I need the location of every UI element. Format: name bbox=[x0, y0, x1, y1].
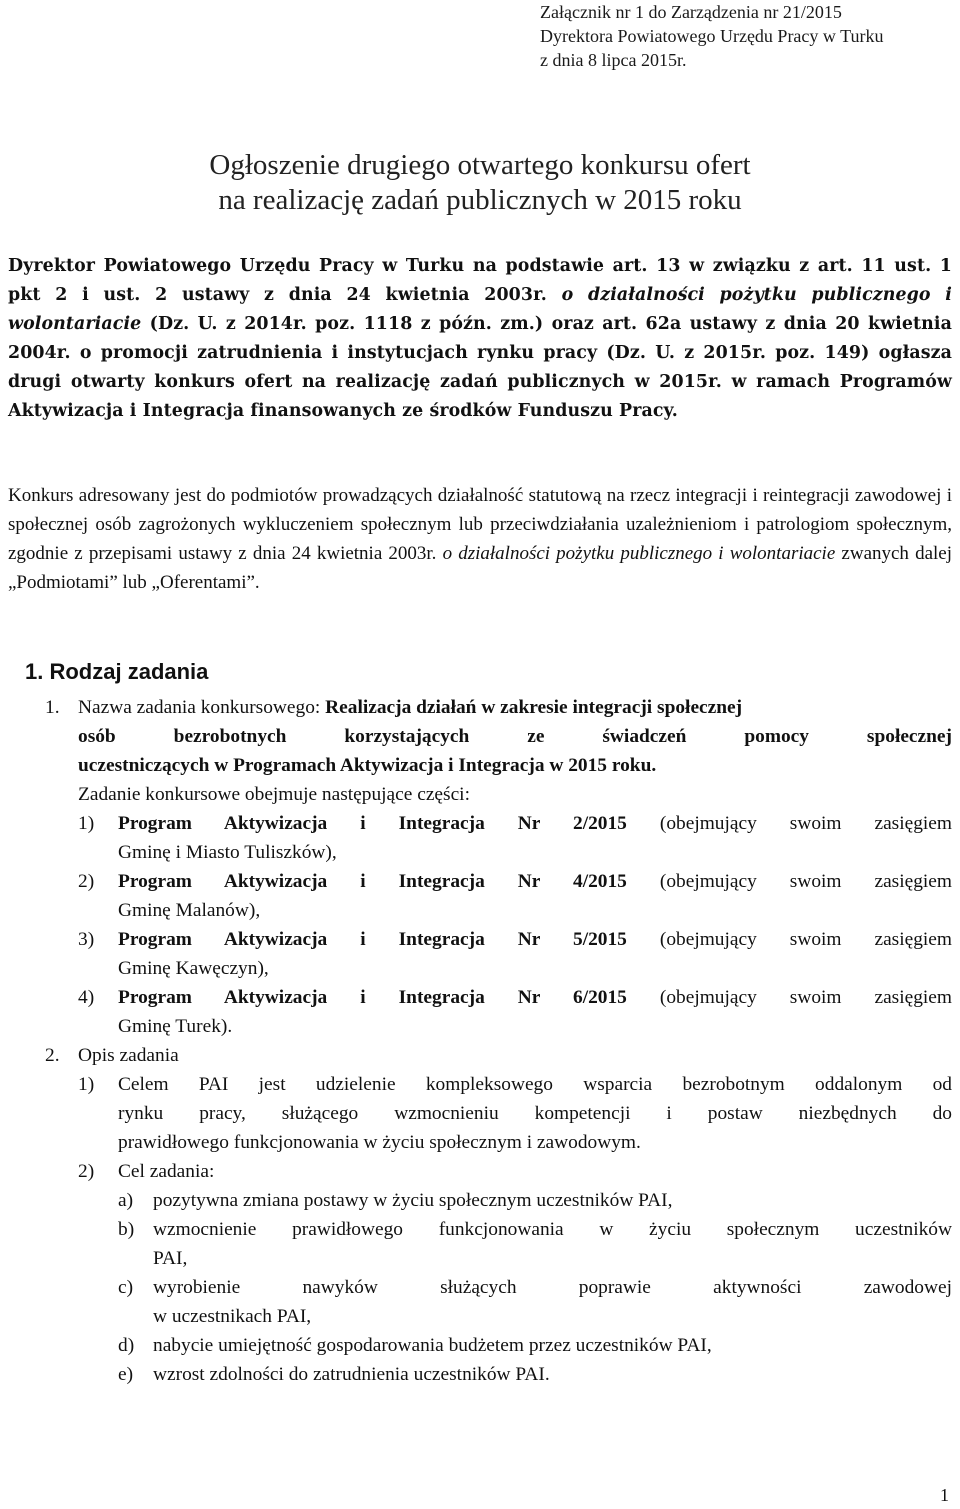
intro-text-1: Dyrektor Powiatowego Urzędu Pracy w Turku na podstawie art. 13 w związku z art. 11 ust. 1 pkt 2 i ust. 2 ustawy z dnia 24 kwietnia 2003r. bbox=[8, 256, 952, 306]
goal-c-line-1-text: wyrobienie nawyków służących poprawie aktywności zawodowej bbox=[153, 1277, 952, 1298]
item-1-lead: Nazwa zadania konkursowego: bbox=[78, 697, 326, 718]
program-1-number: 1) bbox=[78, 813, 95, 834]
sub-1-line-2 bbox=[118, 1099, 952, 1128]
goal-d-letter: d) bbox=[118, 1335, 135, 1356]
task-name-line-3-text: uczestniczących w Programach Aktywizacja i Integracja w 2015 roku. bbox=[78, 755, 657, 776]
program-3-name: Program Aktywizacja i Integracja Nr 5/2015 bbox=[118, 929, 627, 950]
goal-b-line-1-text: wzmocnienie prawidłowego funkcjonowania w życiu społecznym uczestników bbox=[153, 1219, 952, 1240]
eligibility-text-2: zwanych dalej „Podmiotami” lub „Oferentami”. bbox=[8, 543, 952, 593]
item-1-line-1 bbox=[78, 693, 952, 722]
program-4-scope: (obejmujący swoim zasięgiem bbox=[626, 987, 952, 1008]
header-line-2: Dyrektora Powiatowego Urzędu Pracy w Turku bbox=[540, 26, 884, 46]
program-3-number: 3) bbox=[78, 929, 95, 950]
goal-a-text: pozytywna zmiana postawy w życiu społecznym uczestników PAI, bbox=[153, 1190, 673, 1211]
program-3-scope: (obejmujący swoim zasięgiem bbox=[626, 929, 952, 950]
task-name-line-2-text: osób bezrobotnych korzystających ze świadczeń pomocy społecznej bbox=[78, 726, 952, 747]
section-number: 1. bbox=[25, 659, 44, 684]
goal-e-text: wzrost zdolności do zatrudnienia uczestników PAI. bbox=[153, 1364, 550, 1385]
task-name-line-1: Realizacja działań w zakresie integracji społecznej bbox=[325, 697, 743, 718]
program-1-scope: (obejmujący swoim zasięgiem bbox=[626, 813, 952, 834]
header-line-1: Załącznik nr 1 do Zarządzenia nr 21/2015 bbox=[540, 2, 842, 22]
program-1-line-2: Gminę i Miasto Tuliszków), bbox=[118, 842, 337, 863]
task-parts-intro: Zadanie konkursowe obejmuje następujące części: bbox=[78, 784, 470, 805]
goal-b-line-1 bbox=[153, 1215, 952, 1244]
program-3-line-2: Gminę Kawęczyn), bbox=[118, 958, 269, 979]
eligibility-italic-act-name: o działalności pożytku publicznego i wolontariacie bbox=[442, 543, 836, 564]
attachment-header bbox=[540, 0, 950, 72]
intro-text-2: (Dz. U. z 2014r. poz. 1118 z późn. zm.) oraz art. 62a ustawy z dnia 20 kwietnia 2004r. o promocji zatrudnienia i instytucjach rynku pracy (Dz. U. z 2015r. poz. 149) ogłasza drugi otwarty konkurs ofert na realizację zadań publicznych w 2015r. w ramach Programów Aktywizacja i Integracja finansowanych ze środków Funduszu Pracy. bbox=[8, 314, 952, 422]
item-2-title: Opis zadania bbox=[78, 1045, 179, 1066]
program-1-line-1 bbox=[118, 809, 952, 838]
task-name-line-2 bbox=[78, 722, 952, 751]
goal-b-line-2: PAI, bbox=[153, 1248, 188, 1269]
goal-d-text: nabycie umiejętność gospodarowania budżetem przez uczestników PAI, bbox=[153, 1335, 712, 1356]
program-3-line-1 bbox=[118, 925, 952, 954]
sub-1-line-1 bbox=[118, 1070, 952, 1099]
program-2-line-2: Gminę Malanów), bbox=[118, 900, 261, 921]
sub-2-title: Cel zadania: bbox=[118, 1161, 215, 1182]
goal-e-letter: e) bbox=[118, 1364, 134, 1385]
sub-2-number: 2) bbox=[78, 1161, 95, 1182]
intro-italic-act-name: o działalności pożytku publicznego i wolontariacie bbox=[8, 285, 952, 335]
page-number: 1 bbox=[940, 1485, 949, 1505]
item-2-number: 2. bbox=[45, 1045, 60, 1066]
program-4-line-2: Gminę Turek). bbox=[118, 1016, 233, 1037]
program-2-name: Program Aktywizacja i Integracja Nr 4/2015 bbox=[118, 871, 627, 892]
program-2-scope: (obejmujący swoim zasięgiem bbox=[626, 871, 952, 892]
document-title bbox=[0, 148, 960, 218]
program-2-line-1 bbox=[118, 867, 952, 896]
eligibility-text-1: Konkurs adresowany jest do podmiotów prowadzących działalność statutową na rzecz integracji i reintegracji zawodowej i społecznej osób zagrożonych wykluczeniem społecznym lub przeciwdziałania uzależnieniom i patrologiom społecznym, zgodnie z przepisami ustawy z dnia 24 kwietnia 2003r. bbox=[8, 485, 952, 564]
intro-paragraph bbox=[8, 252, 952, 427]
program-1-name: Program Aktywizacja i Integracja Nr 2/2015 bbox=[118, 813, 627, 834]
title-line-1: Ogłoszenie drugiego otwartego konkursu ofert bbox=[209, 149, 751, 181]
task-name-line-3 bbox=[78, 751, 656, 780]
program-4-line-1 bbox=[118, 983, 952, 1012]
section-heading-task-type bbox=[25, 658, 208, 686]
item-1-number: 1. bbox=[45, 697, 60, 718]
goal-b-letter: b) bbox=[118, 1219, 135, 1240]
goal-a-letter: a) bbox=[118, 1190, 134, 1211]
eligibility-paragraph bbox=[8, 481, 952, 597]
header-line-3: z dnia 8 lipca 2015r. bbox=[540, 50, 687, 70]
title-line-2: na realizację zadań publicznych w 2015 roku bbox=[218, 184, 742, 216]
section-title: Rodzaj zadania bbox=[49, 659, 209, 684]
sub-1-line-1-text: Celem PAI jest udzielenie kompleksowego wsparcia bezrobotnym oddalonym od bbox=[118, 1074, 952, 1095]
goal-c-line-2: w uczestnikach PAI, bbox=[153, 1306, 312, 1327]
sub-1-number: 1) bbox=[78, 1074, 95, 1095]
sub-1-line-3: prawidłowego funkcjonowania w życiu społecznym i zawodowym. bbox=[118, 1132, 641, 1153]
goal-c-letter: c) bbox=[118, 1277, 134, 1298]
sub-1-line-2-text: rynku pracy, służącego wzmocnieniu kompetencji i postaw niezbędnych do bbox=[118, 1103, 952, 1124]
program-4-number: 4) bbox=[78, 987, 95, 1008]
program-4-name: Program Aktywizacja i Integracja Nr 6/2015 bbox=[118, 987, 627, 1008]
program-2-number: 2) bbox=[78, 871, 95, 892]
goal-c-line-1 bbox=[153, 1273, 952, 1302]
